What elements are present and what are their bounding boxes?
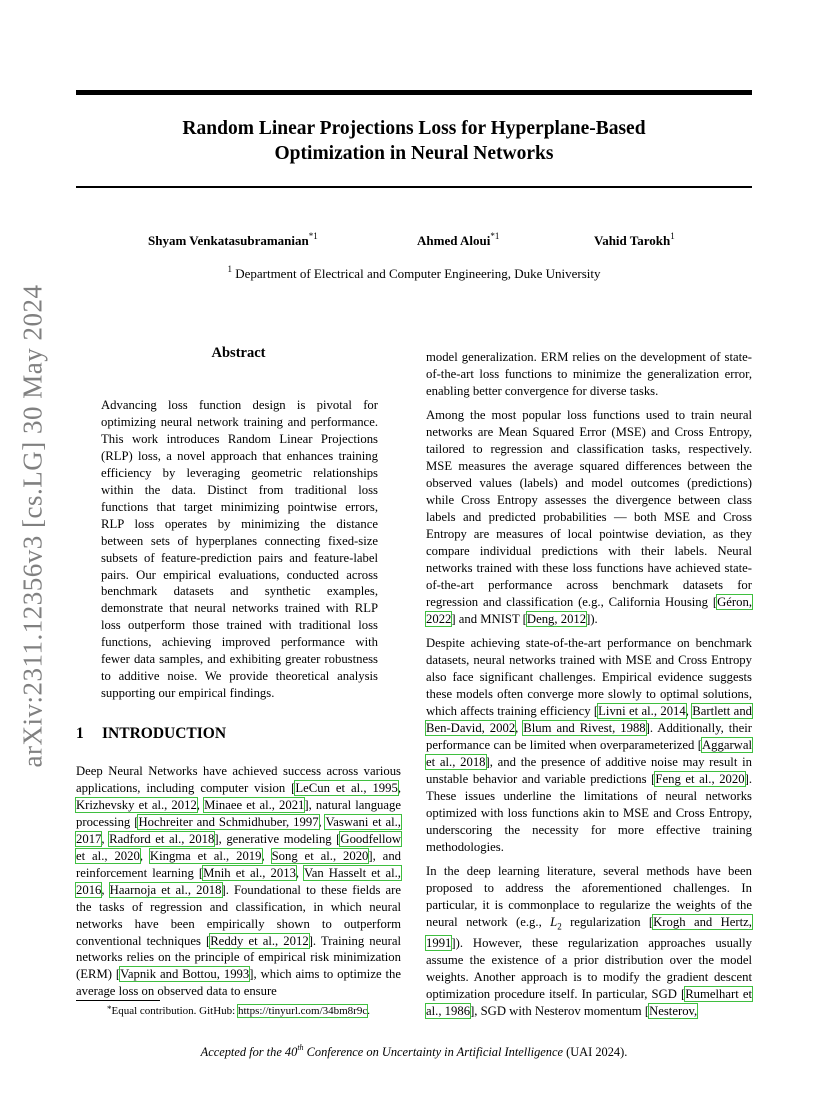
citation-link[interactable]: Deng, 2012 (526, 611, 587, 626)
citation-link[interactable]: Kingma et al., 2019 (149, 848, 262, 863)
venue-footer (0, 1045, 828, 1060)
text-run: ] and MNIST [ (451, 611, 527, 626)
text-run: , (318, 814, 326, 829)
footnote-end: . (367, 1005, 370, 1017)
github-link[interactable]: https://tinyurl.com/34bm8r9c (237, 1005, 368, 1017)
text-run: regularization [ (561, 915, 654, 929)
text-run: ]. Training neural networks relies on the principle of empirical risk minimization (ERM) [ (76, 933, 401, 982)
arxiv-id: arXiv:2311.12356v3 [cs.LG] 30 May 2024 (17, 284, 48, 768)
citation-link[interactable]: Krogh and Hertz, 1991 (426, 915, 752, 951)
right-paragraph-2 (426, 635, 752, 855)
affiliation-text: Department of Electrical and Computer Engineering, Duke University (235, 266, 601, 281)
citation-link[interactable]: Van Hasselt et al., 2016 (76, 865, 401, 897)
citation-link[interactable]: Reddy et al., 2012 (210, 933, 309, 948)
arxiv-stamp (13, 286, 53, 766)
author-1 (148, 233, 318, 249)
citation-link[interactable]: Krizhevsky et al., 2012 (76, 797, 197, 812)
citation-link[interactable]: Goodfellow et al., 2020 (76, 831, 402, 863)
text-run: ]. Additionally, their performance can be limited when overparameterized [ (426, 721, 752, 752)
author-name: Vahid Tarokh (594, 233, 671, 248)
venue-abbrev: (UAI 2024). (563, 1045, 628, 1059)
text-run: ], which aims to optimize the average loss on observed data to ensure (76, 967, 402, 999)
citation-link[interactable]: Feng et al., 2020 (655, 771, 745, 786)
text-run: ]. These issues underline the limitations of neural networks optimized with loss functions akin to MSE and Cross Entropy, underscoring the necessity for more effective training methodologies. (426, 771, 752, 854)
text-run: ], generative modeling [ (214, 831, 341, 846)
citation-link[interactable]: Blum and Rivest, 1988 (523, 721, 646, 736)
text-run: ], SGD with Nesterov momentum [ (470, 1004, 650, 1019)
author-name: Shyam Venkatasubramanian (148, 233, 309, 248)
text-run: , (196, 797, 205, 812)
text-run: ], and reinforcement learning [ (76, 848, 402, 880)
math-subscript: 2 (557, 921, 562, 932)
text-run: Among the most popular loss functions used to train neural networks are Mean Squared Error (MSE) and Cross Entropy, tailored to regression and classification tasks, respectively. MSE measures the average squared differences between the observed values (labels) and model outcomes (predictions) while Cross Entropy assesses the divergence between class labels and predicted probabilities — both MSE and Cross Entropy are measures of local pointwise deviation, as they compare individual predictions with their labels. Neural networks trained with these loss functions have achieved state-of-the-art performance across benchmark datasets for regression and classification (e.g., California Housing [ (426, 408, 752, 609)
right-paragraph-1 (426, 407, 752, 627)
citation-link[interactable]: Aggarwal et al., 2018 (426, 737, 752, 769)
author-mark: *1 (490, 231, 500, 241)
text-run: , (101, 882, 110, 897)
citation-link[interactable]: Géron, 2022 (426, 594, 752, 626)
intro-paragraph-1 (76, 763, 401, 1000)
author-mark: *1 (308, 231, 318, 241)
right-paragraph-3 (426, 863, 752, 1020)
citation-link[interactable]: Mnih et al., 2013 (203, 865, 296, 880)
citation-link[interactable]: Hochreiter and Schmidhuber, 1997 (138, 814, 319, 829)
citation-link[interactable]: Vaswani et al., 2017 (76, 814, 401, 846)
section-heading-introduction (76, 725, 226, 743)
text-run: , (685, 704, 693, 719)
venue-conference: Conference on Uncertainty in Artificial Intelligence (303, 1045, 563, 1059)
text-run: ]. Foundational to these fields are the tasks of regression and classification, in which neural networks have been empirically shown to outperform conventional techniques [ (76, 882, 401, 948)
footnote (76, 1004, 401, 1018)
text-run: , (261, 848, 272, 863)
text-run: , (101, 831, 110, 846)
text-run: , (515, 721, 524, 736)
text-run: Deep Neural Networks have achieved success across various applications, including computer vision [ (76, 764, 401, 795)
title-line-2: Optimization in Neural Networks (274, 143, 554, 164)
citation-link[interactable]: Rumelhart et al., 1986 (426, 987, 752, 1019)
text-run: ]). However, these regularization approaches usually assume the existence of a prior distribution over the model weights. Another approach is to modify the gradient descent optimization procedure itself. In particular, SGD [ (426, 936, 752, 1002)
abstract-heading: Abstract (211, 345, 266, 361)
right-column-body (426, 349, 752, 1028)
citation-link[interactable]: Nesterov, (649, 1004, 698, 1019)
venue-ordinal: th (297, 1043, 304, 1052)
citation-link[interactable]: LeCun et al., 1995 (295, 780, 398, 795)
footnote-rule (76, 1000, 160, 1001)
title-line-1: Random Linear Projections Loss for Hyperplane-Based (182, 118, 646, 139)
citation-link[interactable]: Livni et al., 2014 (598, 704, 686, 719)
author-3 (594, 233, 675, 249)
text-run: , (397, 780, 401, 795)
right-paragraph-0: model generalization. ERM relies on the development of state-of-the-art loss functions to minimize the generalization error, enabling better convergence for diverse tasks. (426, 350, 752, 398)
text-run: ], natural language processing [ (76, 797, 401, 829)
author-2 (417, 233, 499, 249)
venue-italic (201, 1045, 563, 1059)
section-number: 1 (76, 725, 84, 742)
citation-link[interactable]: Minaee et al., 2021 (204, 797, 305, 812)
math-symbol: L (550, 915, 558, 929)
text-run: , (139, 848, 150, 863)
title-bottom-rule (76, 186, 752, 188)
section-title: INTRODUCTION (102, 725, 227, 742)
paper-title (76, 116, 752, 166)
text-run: In the deep learning literature, several methods have been proposed to address the aforementioned challenges. In particular, it is commonplace to regularize the weights of the neural network (e.g., (426, 864, 752, 929)
venue-text: Accepted for the 40 (200, 1045, 298, 1059)
footnote-text: Equal contribution. GitHub: (111, 1005, 238, 1017)
footnote-mark: * (107, 1004, 112, 1014)
abstract-text: Advancing loss function design is pivotal for optimizing neural network training and performance. This work introduces Random Linear Projections (RLP) loss, a novel approach that enhances training efficiency by leveraging geometric relationships within the data. Distinct from traditional loss functions that target minimizing pointwise errors, RLP loss operates by minimizing the distance between sets of hyperplanes connecting fixed-size subsets of feature-prediction pairs and feature-label pairs. Our empirical evaluations, conducted across benchmark datasets and synthetic examples, demonstrate that neural networks trained with RLP loss outperform those trained with traditional loss functions, achieving improved performance with fewer data samples, and exhibiting greater robustness to additive noise. We provide theoretical analysis supporting our empirical findings. (101, 398, 378, 701)
citation-link[interactable]: Radford et al., 2018 (109, 831, 215, 846)
citation-link[interactable]: Haarnoja et al., 2018 (109, 882, 222, 897)
top-rule (76, 90, 752, 95)
text-run: ], and the presence of additive noise may result in unstable behavior and variable predictions [ (426, 754, 752, 786)
text-run: ]). (586, 611, 598, 626)
citation-link[interactable]: Bartlett and Ben-David, 2002 (426, 704, 753, 736)
author-name: Ahmed Aloui (417, 233, 491, 248)
text-run: Despite achieving state-of-the-art performance on benchmark datasets, neural networks trained with MSE and Cross Entropy also face significant challenges. Empirical evidence suggests these models often converge more slowly to optimal solutions, which affects training efficiency [ (426, 636, 752, 719)
affiliation (0, 266, 828, 282)
text-run: , (295, 865, 304, 880)
affiliation-mark: 1 (227, 264, 232, 274)
citation-link[interactable]: Song et al., 2020 (271, 848, 369, 863)
author-mark: 1 (670, 231, 675, 241)
left-column-body (76, 763, 401, 1000)
citation-link[interactable]: Vapnik and Bottou, 1993 (120, 967, 250, 982)
